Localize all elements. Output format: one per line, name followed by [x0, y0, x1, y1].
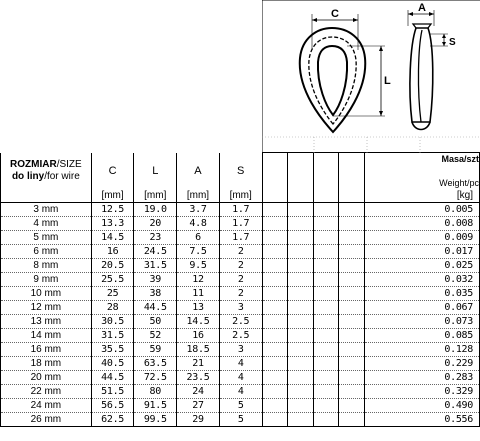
- l-value: 59: [134, 343, 177, 357]
- empty-cell: [288, 273, 314, 287]
- l-value: 72.5: [134, 371, 177, 385]
- empty-cell: [313, 329, 339, 343]
- size-cell: 6 mm: [1, 245, 92, 259]
- c-value: 35.5: [91, 343, 134, 357]
- mass-value: 0.229: [365, 357, 480, 371]
- s-value: 4: [219, 371, 262, 385]
- l-value: 52: [134, 329, 177, 343]
- size-cell: 26 mm: [1, 413, 92, 427]
- empty-cell: [313, 203, 339, 217]
- s-value: 2: [219, 273, 262, 287]
- empty-cell: [339, 399, 365, 413]
- c-value: 62.5: [91, 413, 134, 427]
- empty-cell: [288, 301, 314, 315]
- empty-cell: [339, 203, 365, 217]
- empty-cell: [339, 413, 365, 427]
- s-value: 1.7: [219, 231, 262, 245]
- mass-value: 0.556: [365, 413, 480, 427]
- table-row: [1, 413, 480, 427]
- unit-s: [mm]: [219, 189, 262, 203]
- l-value: 50: [134, 315, 177, 329]
- unit-row: [1, 189, 480, 203]
- empty-cell: [288, 413, 314, 427]
- mass-value: 0.329: [365, 385, 480, 399]
- a-value: 23.5: [177, 371, 220, 385]
- c-value: 25: [91, 287, 134, 301]
- size-cell: 10 mm: [1, 287, 92, 301]
- l-value: 44.5: [134, 301, 177, 315]
- empty-cell: [339, 301, 365, 315]
- s-value: 2.5: [219, 329, 262, 343]
- a-value: 11: [177, 287, 220, 301]
- empty-cell: [339, 329, 365, 343]
- mass-value: 0.009: [365, 231, 480, 245]
- empty-cell: [288, 203, 314, 217]
- column-l-header: L: [134, 153, 177, 189]
- size-cell: 20 mm: [1, 371, 92, 385]
- column-a-header: A: [177, 153, 220, 189]
- a-value: 14.5: [177, 315, 220, 329]
- empty-cell: [288, 315, 314, 329]
- empty-cell: [262, 217, 288, 231]
- l-value: 24.5: [134, 245, 177, 259]
- a-value: 12: [177, 273, 220, 287]
- l-value: 99.5: [134, 413, 177, 427]
- table-row: [1, 259, 480, 273]
- table-row: [1, 357, 480, 371]
- empty-cell: [288, 357, 314, 371]
- empty-cell: [288, 399, 314, 413]
- c-value: 25.5: [91, 273, 134, 287]
- table-row: [1, 217, 480, 231]
- empty-cell: [339, 273, 365, 287]
- c-value: 44.5: [91, 371, 134, 385]
- empty-cell: [313, 217, 339, 231]
- dimension-s-label: S: [449, 37, 456, 48]
- a-value: 18.5: [177, 343, 220, 357]
- empty-cell: [339, 287, 365, 301]
- c-value: 20.5: [91, 259, 134, 273]
- a-value: 21: [177, 357, 220, 371]
- l-value: 19.0: [134, 203, 177, 217]
- dimension-a-label: A: [418, 2, 426, 14]
- size-cell: 4 mm: [1, 217, 92, 231]
- empty-cell: [262, 301, 288, 315]
- table-row: [1, 273, 480, 287]
- mass-value: 0.025: [365, 259, 480, 273]
- c-value: 30.5: [91, 315, 134, 329]
- c-value: 40.5: [91, 357, 134, 371]
- table-row: [1, 203, 480, 217]
- s-value: 5: [219, 413, 262, 427]
- table-row: [1, 399, 480, 413]
- table-row: [1, 371, 480, 385]
- table-row: [1, 301, 480, 315]
- empty-cell: [262, 413, 288, 427]
- a-value: 27: [177, 399, 220, 413]
- c-value: 28: [91, 301, 134, 315]
- s-value: 3: [219, 343, 262, 357]
- empty-cell: [262, 371, 288, 385]
- l-value: 23: [134, 231, 177, 245]
- empty-cell: [339, 385, 365, 399]
- thimble-front-view: [300, 14, 385, 132]
- l-value: 91.5: [134, 399, 177, 413]
- column-c-header: C: [91, 153, 134, 189]
- l-value: 31.5: [134, 259, 177, 273]
- s-value: 2.5: [219, 315, 262, 329]
- empty-cell: [339, 231, 365, 245]
- table-row: [1, 245, 480, 259]
- c-value: 51.5: [91, 385, 134, 399]
- c-value: 16: [91, 245, 134, 259]
- a-value: 4.8: [177, 217, 220, 231]
- c-value: 31.5: [91, 329, 134, 343]
- unit-c: [mm]: [91, 189, 134, 203]
- empty-cell: [313, 301, 339, 315]
- empty-cell: [339, 371, 365, 385]
- table-row: [1, 329, 480, 343]
- dimension-l-label: L: [384, 75, 391, 87]
- empty-cell: [313, 245, 339, 259]
- l-value: 39: [134, 273, 177, 287]
- size-cell: 22 mm: [1, 385, 92, 399]
- table-header-row: [1, 153, 480, 189]
- empty-cell: [313, 231, 339, 245]
- empty-cell: [288, 287, 314, 301]
- empty-cell: [262, 329, 288, 343]
- mass-column-header: Masa/szt Weight/pc: [365, 153, 480, 189]
- mass-value: 0.005: [365, 203, 480, 217]
- empty-cell: [262, 259, 288, 273]
- mass-value: 0.085: [365, 329, 480, 343]
- empty-cell: [288, 245, 314, 259]
- empty-cell: [339, 343, 365, 357]
- empty-cell: [262, 203, 288, 217]
- a-value: 13: [177, 301, 220, 315]
- s-value: 2: [219, 259, 262, 273]
- a-value: 24: [177, 385, 220, 399]
- mass-value: 0.128: [365, 343, 480, 357]
- size-cell: 9 mm: [1, 273, 92, 287]
- empty-cell: [262, 357, 288, 371]
- empty-cell: [288, 371, 314, 385]
- empty-cell: [288, 343, 314, 357]
- l-value: 63.5: [134, 357, 177, 371]
- empty-cell: [313, 413, 339, 427]
- empty-cell: [339, 357, 365, 371]
- empty-cell: [288, 385, 314, 399]
- l-value: 80: [134, 385, 177, 399]
- empty-cell: [288, 231, 314, 245]
- s-value: 4: [219, 357, 262, 371]
- s-value: 2: [219, 287, 262, 301]
- table-row: [1, 287, 480, 301]
- empty-cell: [339, 315, 365, 329]
- s-value: 1.7: [219, 217, 262, 231]
- empty-cell: [339, 259, 365, 273]
- a-value: 3.7: [177, 203, 220, 217]
- empty-cell: [313, 343, 339, 357]
- size-cell: 18 mm: [1, 357, 92, 371]
- dimension-c-label: C: [331, 8, 339, 20]
- thimble-diagram: [262, 0, 480, 153]
- empty-cell: [262, 385, 288, 399]
- empty-cell: [313, 315, 339, 329]
- mass-value: 0.035: [365, 287, 480, 301]
- mass-value: 0.032: [365, 273, 480, 287]
- empty-cell: [339, 245, 365, 259]
- size-cell: 3 mm: [1, 203, 92, 217]
- column-s-header: S: [219, 153, 262, 189]
- mass-value: 0.283: [365, 371, 480, 385]
- empty-cell: [313, 371, 339, 385]
- c-value: 14.5: [91, 231, 134, 245]
- s-value: 5: [219, 399, 262, 413]
- mass-value: 0.008: [365, 217, 480, 231]
- size-cell: 8 mm: [1, 259, 92, 273]
- a-value: 7.5: [177, 245, 220, 259]
- c-value: 12.5: [91, 203, 134, 217]
- table-row: [1, 343, 480, 357]
- a-value: 9.5: [177, 259, 220, 273]
- l-value: 20: [134, 217, 177, 231]
- empty-cell: [262, 315, 288, 329]
- empty-cell: [339, 217, 365, 231]
- l-value: 38: [134, 287, 177, 301]
- mass-value: 0.067: [365, 301, 480, 315]
- empty-cell: [262, 231, 288, 245]
- thimble-side-view: [408, 10, 448, 130]
- empty-cell: [262, 245, 288, 259]
- empty-cell: [262, 287, 288, 301]
- c-value: 13.3: [91, 217, 134, 231]
- size-cell: 5 mm: [1, 231, 92, 245]
- unit-a: [mm]: [177, 189, 220, 203]
- a-value: 16: [177, 329, 220, 343]
- empty-cell: [313, 399, 339, 413]
- size-cell: 14 mm: [1, 329, 92, 343]
- c-value: 56.5: [91, 399, 134, 413]
- empty-cell: [262, 273, 288, 287]
- size-table: [0, 153, 480, 427]
- size-cell: 13 mm: [1, 315, 92, 329]
- empty-cell: [288, 329, 314, 343]
- unit-l: [mm]: [134, 189, 177, 203]
- s-value: 4: [219, 385, 262, 399]
- empty-cell: [288, 259, 314, 273]
- a-value: 6: [177, 231, 220, 245]
- mass-value: 0.490: [365, 399, 480, 413]
- a-value: 29: [177, 413, 220, 427]
- empty-cell: [313, 385, 339, 399]
- unit-mass: [kg]: [365, 189, 480, 203]
- mass-value: 0.073: [365, 315, 480, 329]
- empty-cell: [262, 399, 288, 413]
- table-row: [1, 385, 480, 399]
- mass-value: 0.017: [365, 245, 480, 259]
- size-cell: 24 mm: [1, 399, 92, 413]
- size-cell: 16 mm: [1, 343, 92, 357]
- table-row: [1, 231, 480, 245]
- s-value: 2: [219, 245, 262, 259]
- size-cell: 12 mm: [1, 301, 92, 315]
- s-value: 1.7: [219, 203, 262, 217]
- table-row: [1, 315, 480, 329]
- s-value: 3: [219, 301, 262, 315]
- size-column-header: ROZMIAR/SIZE do liny/for wire: [1, 153, 92, 189]
- empty-cell: [313, 357, 339, 371]
- empty-cell: [313, 259, 339, 273]
- empty-cell: [313, 273, 339, 287]
- empty-cell: [313, 287, 339, 301]
- empty-cell: [288, 217, 314, 231]
- empty-cell: [262, 343, 288, 357]
